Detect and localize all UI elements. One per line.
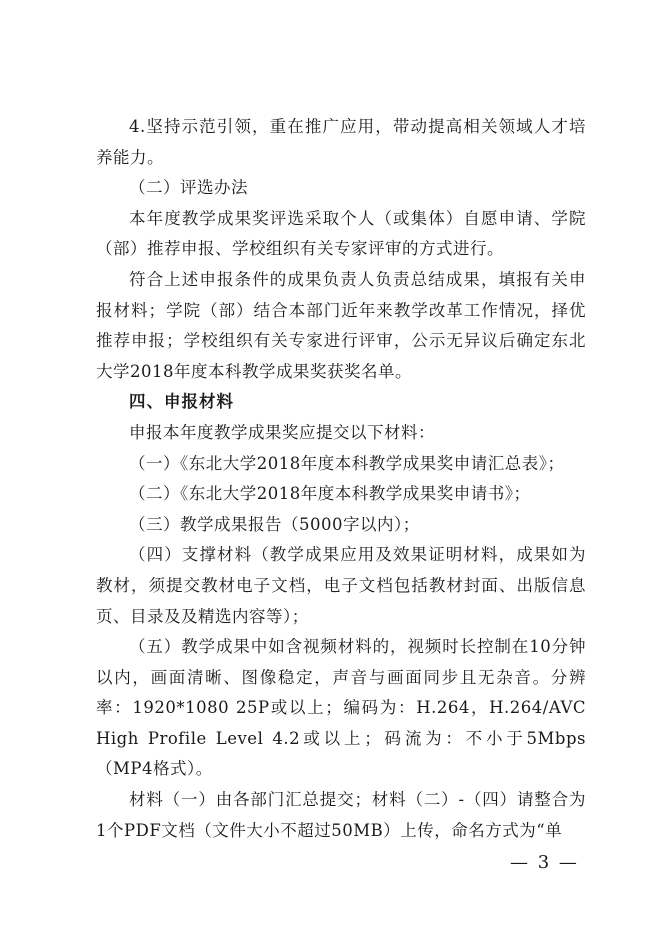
subheading-evaluation-method: （二）评选办法: [129, 178, 248, 198]
paragraph-submission-instructions: 材料（一）由各部门汇总提交；材料（二）-（四）请整合为1个PDF文档（文件大小不超过50MB）上传，命名方式为“单: [96, 790, 586, 840]
page-number: — 3 —: [510, 852, 579, 873]
list-item-material-2: （二）《东北大学2018年度本科教学成果奖申请书》；: [129, 484, 531, 504]
list-item-material-4: （四）支撑材料（教学成果应用及效果证明材料，成果如为教材，须提交教材电子文档，电子文档包括教材封面、出版信息页、目录及及精选内容等）；: [96, 545, 586, 626]
paragraph-evaluation-approach: 本年度教学成果奖评选采取个人（或集体）自愿申请、学院（部）推荐申报、学校组织有关专家评审的方式进行。: [96, 208, 586, 259]
document-body: [96, 112, 586, 846]
section-heading-application-materials: 四、申报材料: [129, 392, 234, 412]
paragraph-principle-4: 4.坚持示范引领，重在推广应用，带动提高相关领域人才培养能力。: [96, 117, 586, 167]
list-item-material-3: （三）教学成果报告（5000字以内）；: [129, 514, 420, 534]
paragraph-evaluation-process: 符合上述申报条件的成果负责人负责总结成果，填报有关申报材料；学院（部）结合本部门近年来教学改革工作情况，择优推荐申报；学校组织有关专家进行评审，公示无异议后确定东北大学2018年度本科教学成果奖获奖名单。: [96, 269, 586, 381]
list-item-material-5: （五）教学成果中如含视频材料的，视频时长控制在10分钟以内，画面清晰、图像稳定，声音与画面同步且无杂音。分辨率：1920*1080 25P或以上；编码为：H.264，H.264/AVC High Profile Level 4.2或以上；码流为：不小于5Mbps（MP4格式）。: [96, 637, 586, 779]
paragraph-materials-intro: 申报本年度教学成果奖应提交以下材料：: [129, 422, 435, 442]
list-item-material-1: （一）《东北大学2018年度本科教学成果奖申请汇总表》；: [129, 453, 565, 473]
